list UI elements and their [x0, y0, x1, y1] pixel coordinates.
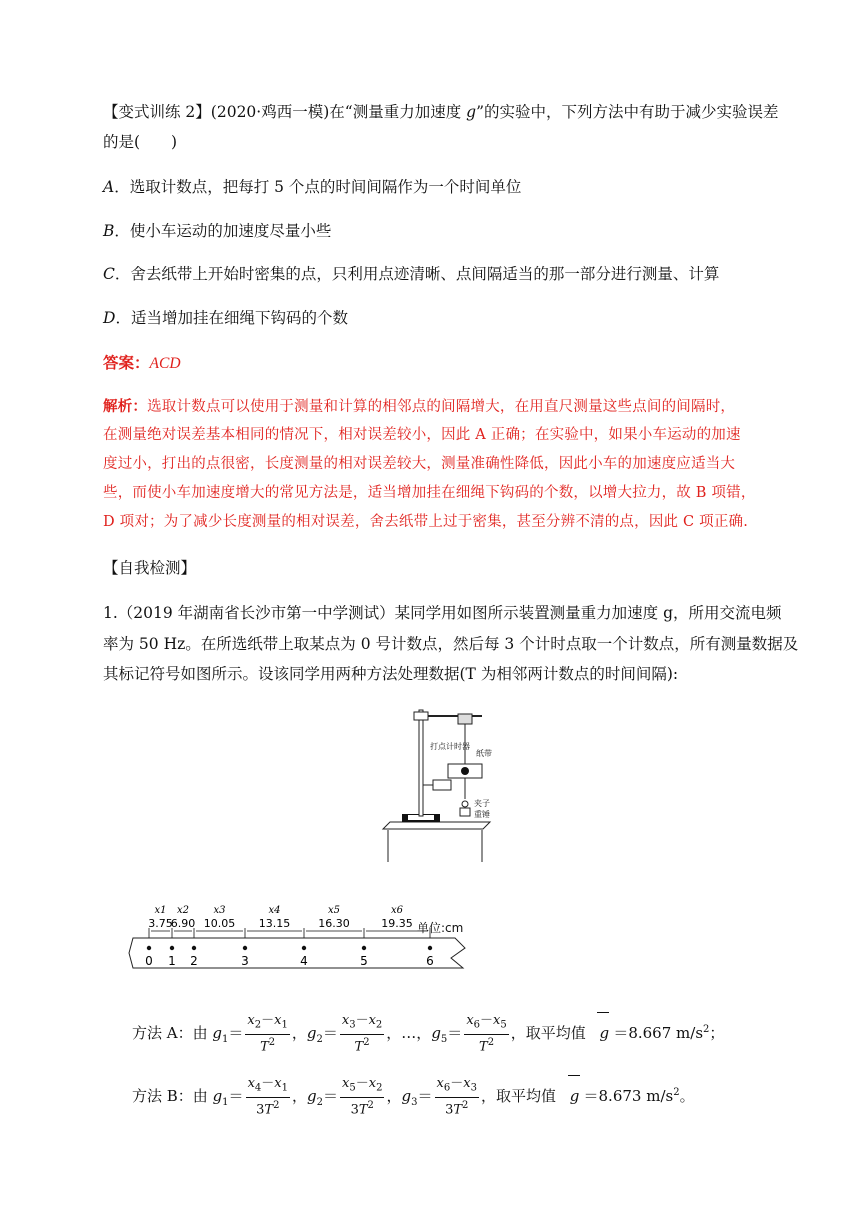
analysis-line-4: 些，而使小车加速度增大的常见方法是，适当增加挂在细绳下钩码的个数，以增大拉力，故 B 项错，	[103, 485, 756, 501]
question-text-cont: ”的实验中，下列方法中有助于减少实验误差	[476, 103, 779, 121]
tape-dot	[243, 946, 247, 950]
weight-label: 重锤	[474, 810, 490, 819]
answer-value: ACD	[149, 355, 181, 372]
method-a-result: ＝8.667 m/s	[613, 1023, 704, 1042]
option-a	[103, 176, 521, 198]
clip-label: 夹子	[474, 799, 490, 808]
timer-label: 打点计时器	[430, 742, 470, 751]
question-variable: g	[466, 103, 477, 121]
fraction-b1: $\frac{x_4-x_1}{3T^2}$	[247, 1076, 289, 1117]
g1-term: $g_1=$	[212, 1023, 244, 1045]
analysis-line-5: D 项对；为了减少长度测量的相对误差，舍去纸带上过于密集，甚至分辨不清的点，因此 C 项正确.	[103, 514, 749, 530]
self-test-heading: 【自我检测】	[103, 559, 197, 577]
apparatus-figure	[378, 704, 498, 864]
method-a-tail: ，取平均值	[510, 1023, 586, 1042]
tape-dot	[170, 946, 174, 950]
fraction-a1: $\frac{x_2-x_1}{T^2}$	[247, 1013, 288, 1054]
option-letter: A	[103, 178, 115, 196]
tape-point-label: 2	[190, 954, 198, 968]
method-b-label: 方法 B：由	[132, 1086, 213, 1105]
stand-rod	[419, 710, 423, 816]
analysis-text: 选取计数点可以使用于测量和计算的相邻点的间隔增大，在用直尺测量这些点间的间隔时，	[147, 399, 736, 415]
question-text: 在“测量重力加速度	[329, 103, 467, 121]
fraction-b3: $\frac{x_6-x_3}{3T^2}$	[436, 1076, 477, 1117]
segment-name: x4	[268, 905, 281, 916]
tape-point-label: 3	[241, 954, 249, 968]
tape-label: 纸带	[476, 749, 492, 758]
segment-value: 3.75	[148, 917, 173, 930]
analysis-label: 解析：	[103, 398, 148, 415]
segment-name: x5	[327, 905, 341, 916]
analysis-line-2: 在测量绝对误差基本相同的情况下，相对误差较小，因此 A 正确；在实验中，如果小车运动的加速	[103, 427, 741, 443]
tape-point-label: 1	[168, 954, 176, 968]
method-b-tail: ，取平均值	[480, 1086, 556, 1105]
question-title-line-1	[103, 101, 779, 123]
fraction-a2: $\frac{x_3-x_2}{T^2}$	[341, 1013, 383, 1054]
tape-dot	[362, 946, 366, 950]
analysis-line-3: 度过小，打出的点很密，长度测量的相对误差较大，测量准确性降低，因此小车的加速度应适当大	[103, 456, 736, 472]
q1-line-1: 1.（2019 年湖南省长沙市第一中学测试）某同学用如图所示装置测量重力加速度 g，所用交流电频	[103, 604, 782, 622]
option-text: ．使小车运动的加速度尽量小些	[114, 222, 332, 240]
clip	[462, 801, 468, 807]
g-mean-symbol: g	[566, 1087, 584, 1105]
paper-tape-figure	[125, 900, 485, 978]
segment-value: 16.30	[318, 917, 350, 930]
method-a: 方法 A：由 $g_1=$ $\frac{x_2-x_1}{T^2}$ ，$g_2=$ $\frac{x_3-x_2}{T^2}$ ，…，$g_5=$ $\frac{x_6-x_5}{T^2}$ ，取平均值 g ＝8.667 $m/s^2$；	[132, 1013, 725, 1054]
option-text: ．舍去纸带上开始时密集的点，只利用点迹清晰、点间隔适当的那一部分进行测量、计算	[114, 265, 720, 283]
tape-body	[129, 938, 465, 968]
analysis-line-1	[103, 396, 735, 418]
segment-name: x3	[213, 905, 226, 916]
segment-name: x6	[390, 905, 404, 916]
segment-name: x1	[154, 905, 167, 916]
method-a-label: 方法 A：由	[132, 1023, 213, 1042]
timer-bracket	[433, 780, 451, 790]
tape-point-label: 0	[145, 954, 153, 968]
tape-dot	[302, 946, 306, 950]
segment-value: 19.35	[381, 917, 413, 930]
option-text: ．选取计数点，把每打 5 个点的时间间隔作为一个时间单位	[114, 178, 522, 196]
tape-point-label: 4	[300, 954, 308, 968]
segment-name: x2	[176, 905, 190, 916]
tape-dot	[192, 946, 196, 950]
tape-dot	[147, 946, 151, 950]
fraction-a5: $\frac{x_6-x_5}{T^2}$	[466, 1013, 507, 1054]
unit-label: 单位:cm	[417, 921, 464, 935]
tape-point-label: 5	[360, 954, 368, 968]
question-source: (2020·鸡西一模)	[210, 103, 330, 121]
q1-line-2: 率为 50 Hz。在所选纸带上取某点为 0 号计数点，然后每 3 个计时点取一个计数点，所有测量数据及	[103, 635, 799, 653]
question-prefix: 【变式训练 2】	[103, 103, 211, 121]
method-b: 方法 B：由 $g_1=$ $\frac{x_4-x_1}{3T^2}$ ，$g_2=$ $\frac{x_5-x_2}{3T^2}$ ，$g_3=$ $\frac{x_6-x_3}{3T^2}$ ，取平均值 g ＝8.673 $m/s^2$。	[132, 1076, 695, 1117]
option-text: ．适当增加挂在细绳下钩码的个数	[115, 309, 348, 327]
pulley	[458, 714, 472, 724]
table-top	[383, 822, 490, 829]
segment-value: 13.15	[258, 917, 291, 930]
option-b	[103, 220, 331, 242]
answer-label: 答案：	[103, 353, 150, 372]
ellipsis: ，…，	[386, 1023, 432, 1042]
option-letter: C	[103, 265, 115, 283]
method-b-result: ＝8.673 m/s	[583, 1086, 674, 1105]
tape-dot	[428, 946, 432, 950]
option-d	[103, 307, 348, 329]
option-letter: B	[103, 222, 115, 240]
clamp	[414, 712, 428, 720]
method-a-end: ；	[709, 1023, 725, 1042]
option-letter: D	[103, 309, 116, 327]
weight	[460, 808, 470, 816]
timer-dot	[461, 767, 469, 775]
answer-line	[103, 352, 181, 375]
fraction-b2: $\frac{x_5-x_2}{3T^2}$	[342, 1076, 383, 1117]
option-c	[103, 263, 719, 285]
segment-value: 10.05	[203, 917, 236, 930]
q1-line-3: 其标记符号如图所示。设该同学用两种方法处理数据(T 为相邻两计数点的时间间隔):	[103, 665, 679, 683]
tape-point-label: 6	[426, 954, 434, 968]
g-mean-symbol: g	[595, 1024, 613, 1042]
question-title-line-2: 的是( )	[103, 133, 178, 151]
segment-value: 6.90	[170, 917, 196, 930]
method-b-end: 。	[679, 1086, 695, 1105]
